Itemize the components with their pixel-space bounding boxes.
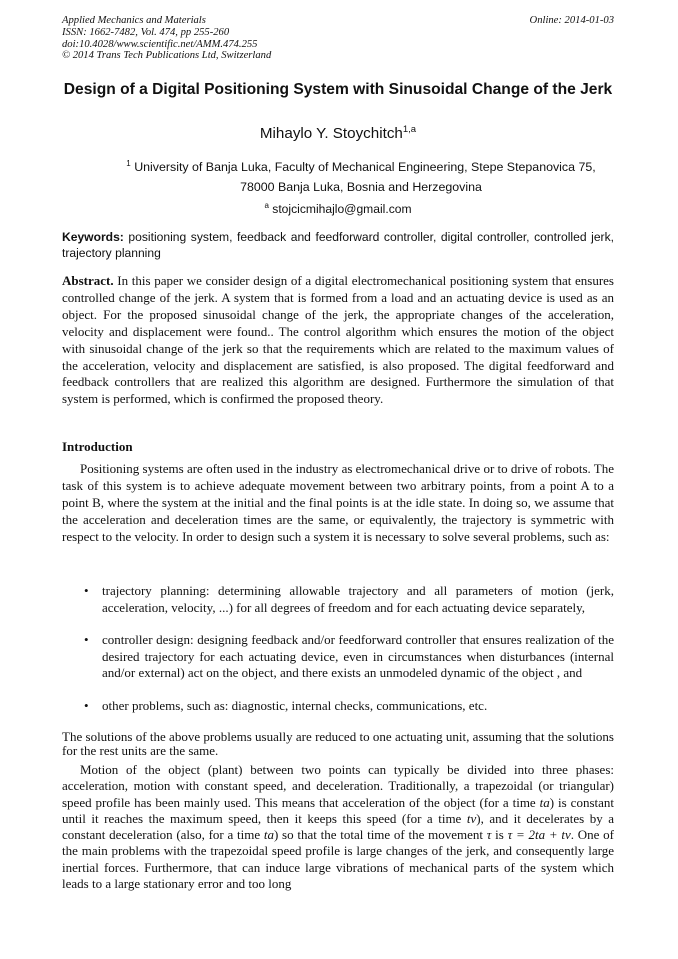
list-item-text: other problems, such as: diagnostic, internal checks, communications, etc. (102, 697, 488, 713)
math-formula: τ = 2ta + tv (507, 827, 571, 843)
para3-text-d: ) so that the total time of the movement (273, 827, 487, 843)
journal-doi: doi:10.4028/www.scientific.net/AMM.474.255 (62, 38, 258, 50)
paper-title: Design of a Digital Positioning System with Sinusoidal Change of the Jerk (63, 81, 613, 98)
list-item-text: controller design: designing feedback and/or feedforward controller that ensures realization of the desired trajectory for each actuating device, even in circumstances when disturbances (internal and/or external) act on the object, and there exists an unmodeled dynamic of the object , and (102, 632, 614, 681)
author-name: Mihaylo Y. Stoychitch (259, 125, 403, 143)
author-line (62, 124, 614, 142)
affiliation-line-1: University of Banja Luka, Faculty of Mechanical Engineering, Stepe Stepanovica 75, (134, 160, 596, 175)
abstract-label: Abstract. (62, 273, 114, 288)
list-item (62, 698, 614, 715)
affiliation-sup: 1 (126, 159, 131, 168)
list-item-text: trajectory planning: determining allowable trajectory and all parameters of motion (jerk, acceleration, velocity, ...) for all degrees of freedom and for each actuating device separately, (102, 583, 614, 615)
intro-paragraph-2: The solutions of the above problems usually are reduced to one actuating unit, assuming that the solutions for the rest units are the same. (62, 729, 614, 758)
list-item (62, 583, 614, 616)
affiliation (110, 154, 612, 197)
keywords (62, 229, 614, 261)
list-item (62, 632, 614, 682)
journal-header (62, 15, 271, 62)
section-heading-introduction: Introduction (62, 439, 133, 454)
email-text: stojcicmihajlo@gmail.com (272, 202, 412, 217)
intro-paragraph-1: Positioning systems are often used in the industry as electromechanical drive or to drive of robots. The task of this system is to achieve adequate movement between two arbitrary points, from a point A to a point B, where the system at the initial and the final points is at the idle state. In doing so, we assume that the acceleration and deceleration times are the same, or equivalently, the trajectory is symmetric with respect to the velocity. In order to design such a system it is necessary to solve several problems, such as: (62, 461, 614, 544)
abstract (62, 273, 614, 408)
abstract-text: In this paper we consider design of a digital electromechanical positioning system that ensures controlled change of the jerk. A system that is formed from a load and an actuating device is used as an object. For the proposed sinusoidal change of the jerk, the appropriate changes of the acceleration, velocity and displacement were found.. The control algorithm which ensures the motion of the object with sinusoidal change of the jerk so that the requirements which are related to the maximum values of the acceleration, velocity and displacement are satisfied, is also proposed. The digital feedforward and feedback controllers that are realized this algorithm are designed. Furthermore the simulation of that system is performed, which is confirmed the proposed theory. (62, 273, 614, 407)
para3-text-e: is (491, 827, 508, 843)
bullet-icon: • (84, 632, 89, 648)
para3-text-c: ), and it decelerates by a constant deceleration (also, for a time (62, 810, 614, 843)
bullet-icon: • (84, 583, 89, 598)
author-email (62, 201, 614, 216)
math-ta-2: ta (263, 827, 274, 843)
keywords-text: positioning system, feedback and feedforward controller, digital controller, controlled jerk, trajectory planning (62, 230, 614, 260)
journal-name: Applied Mechanics and Materials (62, 15, 206, 26)
para3-text-b: ) is constant until it reaches the maximum speed, then it keeps this speed (for a time (62, 794, 614, 826)
keywords-label: Keywords: (62, 230, 124, 244)
math-tau: τ (486, 827, 492, 843)
author-sup: 1,a (402, 124, 417, 135)
journal-issn: ISSN: 1662-7482, Vol. 474, pp 255-260 (62, 26, 230, 38)
online-date: Online: 2014-01-03 (529, 15, 614, 26)
affiliation-line-2: 78000 Banja Luka, Bosnia and Herzegovina (240, 179, 482, 194)
math-ta: ta (539, 794, 550, 810)
bullet-icon: • (84, 697, 89, 713)
intro-paragraph-3 (62, 762, 614, 892)
math-tv: tv (466, 810, 477, 826)
para3-text-f: . One of the main problems with the trapezoidal speed profile is large changes of the jerk, and consequently large inertial forces. Furthermore, that can induce large vibrations of mechanical parts of the system which leads to a large stationary error and too long (62, 827, 614, 892)
para3-text-a: Motion of the object (plant) between two points can typically be divided into three phases: acceleration, motion with constant speed, and deceleration. Traditionally, a trapezoidal (or triangular) speed profile has been mainly used. This means that acceleration of the object (for a time (62, 762, 614, 810)
email-sup: a (264, 201, 269, 210)
intro-bullet-list (62, 583, 614, 731)
journal-copyright: © 2014 Trans Tech Publications Ltd, Switzerland (62, 50, 272, 62)
